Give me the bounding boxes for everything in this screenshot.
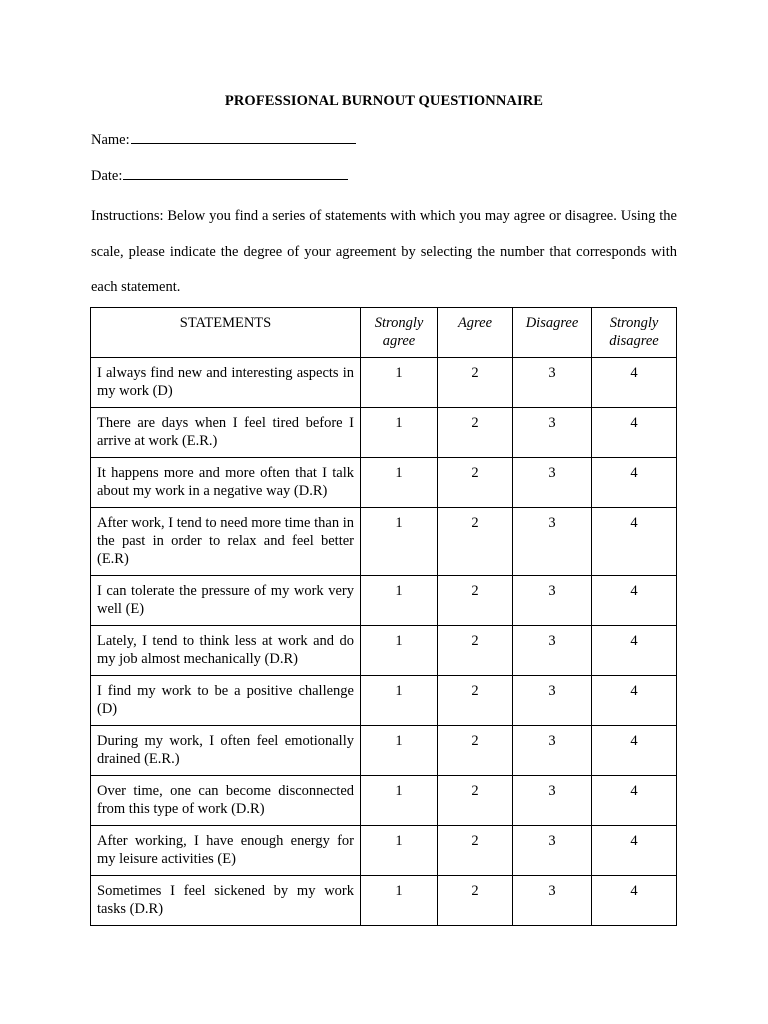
table-row — [91, 358, 677, 408]
table-row — [91, 408, 677, 458]
option-strongly-agree[interactable]: 1 — [361, 408, 438, 458]
option-agree[interactable]: 2 — [438, 726, 513, 776]
option-agree[interactable]: 2 — [438, 776, 513, 826]
table-row — [91, 826, 677, 876]
option-agree[interactable]: 2 — [438, 458, 513, 508]
option-disagree[interactable]: 3 — [513, 726, 592, 776]
option-strongly-agree[interactable]: 1 — [361, 626, 438, 676]
option-disagree[interactable]: 3 — [513, 876, 592, 926]
option-strongly-disagree[interactable]: 4 — [592, 776, 677, 826]
option-strongly-disagree[interactable]: 4 — [592, 876, 677, 926]
table-header-row — [91, 308, 677, 358]
option-disagree[interactable]: 3 — [513, 776, 592, 826]
option-disagree[interactable]: 3 — [513, 626, 592, 676]
statement-cell: I can tolerate the pressure of my work very well (E) — [91, 576, 361, 626]
instructions-paragraph: Instructions: Below you find a series of statements with which you may agree or disagree. Using the scale, please indicate the degree of your agreement by selecting the number that corresponds with each statement. — [91, 208, 677, 295]
statement-cell: There are days when I feel tired before I arrive at work (E.R.) — [91, 408, 361, 458]
header-disagree: Disagree — [513, 308, 592, 358]
option-strongly-agree[interactable]: 1 — [361, 826, 438, 876]
option-strongly-agree[interactable]: 1 — [361, 876, 438, 926]
table-row — [91, 876, 677, 926]
table-row — [91, 508, 677, 576]
option-agree[interactable]: 2 — [438, 626, 513, 676]
name-field[interactable] — [91, 129, 356, 149]
header-strongly-agree: Strongly agree — [361, 308, 438, 358]
statement-cell: I always find new and interesting aspects in my work (D) — [91, 358, 361, 408]
option-strongly-agree[interactable]: 1 — [361, 726, 438, 776]
statement-cell: It happens more and more often that I talk about my work in a negative way (D.R) — [91, 458, 361, 508]
option-strongly-disagree[interactable]: 4 — [592, 458, 677, 508]
statement-cell: I find my work to be a positive challenge (D) — [91, 676, 361, 726]
option-strongly-agree[interactable]: 1 — [361, 576, 438, 626]
option-strongly-agree[interactable]: 1 — [361, 458, 438, 508]
header-agree: Agree — [438, 308, 513, 358]
option-disagree[interactable]: 3 — [513, 676, 592, 726]
name-label: Name: — [91, 132, 130, 148]
statement-cell: Over time, one can become disconnected from this type of work (D.R) — [91, 776, 361, 826]
option-agree[interactable]: 2 — [438, 576, 513, 626]
table-row — [91, 576, 677, 626]
table-row — [91, 626, 677, 676]
option-strongly-disagree[interactable]: 4 — [592, 358, 677, 408]
option-agree[interactable]: 2 — [438, 826, 513, 876]
option-strongly-disagree[interactable]: 4 — [592, 576, 677, 626]
statement-cell: Lately, I tend to think less at work and do my job almost mechanically (D.R) — [91, 626, 361, 676]
option-strongly-disagree[interactable]: 4 — [592, 826, 677, 876]
table-row — [91, 726, 677, 776]
name-blank-line[interactable] — [131, 129, 356, 144]
date-field[interactable] — [91, 165, 348, 185]
option-strongly-disagree[interactable]: 4 — [592, 626, 677, 676]
option-strongly-agree[interactable]: 1 — [361, 358, 438, 408]
option-strongly-agree[interactable]: 1 — [361, 676, 438, 726]
option-strongly-agree[interactable]: 1 — [361, 508, 438, 576]
header-statements: STATEMENTS — [91, 308, 361, 358]
table-row — [91, 458, 677, 508]
page-title: PROFESSIONAL BURNOUT QUESTIONNAIRE — [224, 93, 544, 109]
option-strongly-agree[interactable]: 1 — [361, 776, 438, 826]
option-disagree[interactable]: 3 — [513, 408, 592, 458]
statement-cell: After work, I tend to need more time than in the past in order to relax and feel better (E.R) — [91, 508, 361, 576]
option-strongly-disagree[interactable]: 4 — [592, 726, 677, 776]
table-row — [91, 776, 677, 826]
option-disagree[interactable]: 3 — [513, 508, 592, 576]
table-row — [91, 676, 677, 726]
header-strongly-disagree: Strongly disagree — [592, 308, 677, 358]
option-strongly-disagree[interactable]: 4 — [592, 508, 677, 576]
option-agree[interactable]: 2 — [438, 876, 513, 926]
table-body — [91, 358, 677, 926]
option-disagree[interactable]: 3 — [513, 358, 592, 408]
date-label: Date: — [91, 168, 123, 184]
option-disagree[interactable]: 3 — [513, 576, 592, 626]
option-agree[interactable]: 2 — [438, 358, 513, 408]
option-agree[interactable]: 2 — [438, 408, 513, 458]
option-agree[interactable]: 2 — [438, 508, 513, 576]
option-disagree[interactable]: 3 — [513, 826, 592, 876]
option-disagree[interactable]: 3 — [513, 458, 592, 508]
statement-cell: During my work, I often feel emotionally drained (E.R.) — [91, 726, 361, 776]
date-blank-line[interactable] — [123, 165, 348, 180]
option-agree[interactable]: 2 — [438, 676, 513, 726]
statement-cell: Sometimes I feel sickened by my work tasks (D.R) — [91, 876, 361, 926]
statement-cell: After working, I have enough energy for my leisure activities (E) — [91, 826, 361, 876]
questionnaire-table — [90, 307, 677, 926]
option-strongly-disagree[interactable]: 4 — [592, 408, 677, 458]
option-strongly-disagree[interactable]: 4 — [592, 676, 677, 726]
